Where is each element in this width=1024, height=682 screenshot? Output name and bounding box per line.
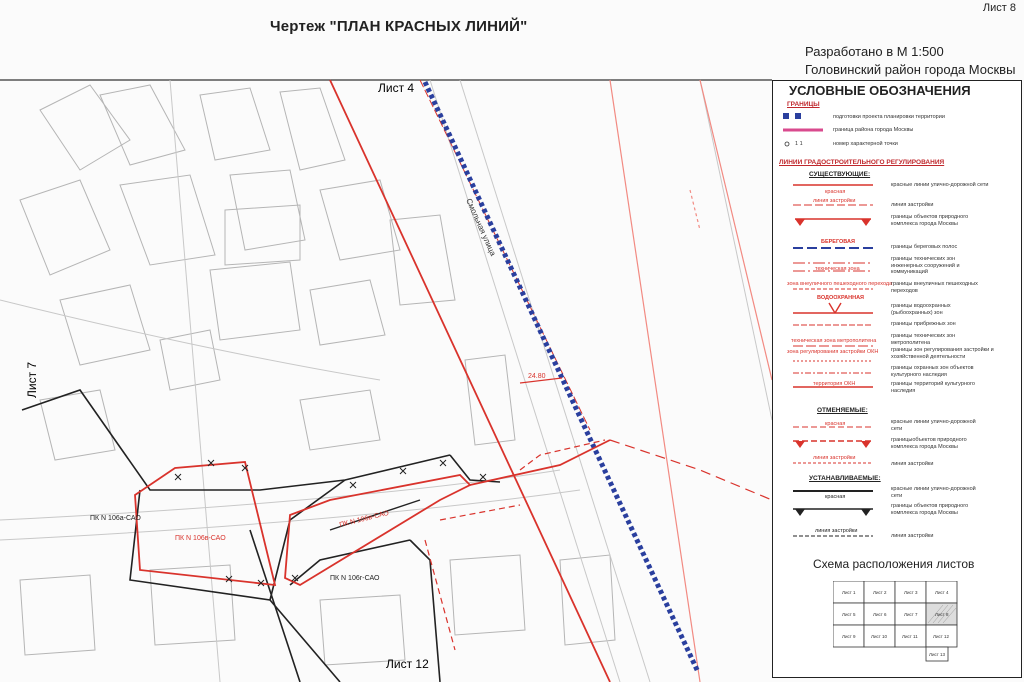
legend-boundaries-header: ГРАНИЦЫ (787, 101, 820, 108)
roads-layer (0, 80, 772, 682)
pk-106g-label: ПК N 106г-САО (330, 575, 380, 582)
faint-red-lines (610, 80, 772, 682)
scheme-cell-11: Лист 11 (902, 634, 918, 639)
legend-existing-1: красные линии улично-дорожной сети (891, 182, 989, 188)
legend-existing-4: границы береговых полос (891, 244, 958, 250)
scheme-cell-5: Лист 5 (842, 612, 856, 617)
width-label: 24.80 (528, 373, 546, 380)
pk-106a-red-label: ПК N 106в-САО (175, 535, 226, 542)
legend-cancelled-3: линия застройки (891, 461, 934, 467)
legend-boundary-point: номер характерной точки (833, 141, 898, 147)
legend-existing-7: границы водоохранных (рыбоохранных) зон (891, 303, 951, 316)
legend-regulation-header: ЛИНИИ ГРАДОСТРОИТЕЛЬНОГО РЕГУЛИРОВАНИЯ (779, 159, 945, 166)
legend-existing-build-sample: линия застройки (813, 198, 856, 204)
legend-existing-2: линия застройки (891, 202, 934, 208)
legend-panel (772, 80, 1022, 678)
legend-boundary-district: граница района города Москвы (833, 127, 914, 133)
scale-note: Разработано в М 1:500 (805, 44, 944, 59)
legend-established-build-sample: линия застройки (815, 528, 858, 534)
page-title: Чертеж "ПЛАН КРАСНЫХ ЛИНИЙ" (270, 18, 528, 35)
legend-title: УСЛОВНЫЕ ОБОЗНАЧЕНИЯ (789, 83, 971, 98)
street-label: Смольная улица (464, 197, 498, 258)
scheme-cell-1: Лист 1 (842, 590, 856, 595)
legend-reg-sample: зона регулирования застройки ОКН (787, 349, 879, 355)
legend-existing-5: границы технических зон инженерных сооружений и коммуникаций (891, 256, 960, 275)
legend-existing-3: границы объектов природного комплекса города Москвы (891, 214, 969, 227)
legend-cancelled-2: границыобъектов природного комплекса города Москвы (891, 437, 967, 450)
scheme-cell-9: Лист 9 (842, 634, 856, 639)
sheet-west-label[interactable]: Лист 7 (25, 361, 39, 398)
sheet-number: Лист 8 (982, 2, 1016, 14)
district-note: Головинский район города Москвы (805, 62, 1016, 77)
buildings-layer (20, 85, 615, 665)
legend-existing-11: границы охранных зон объектов культурного наследия (891, 365, 974, 378)
legend-existing-6: границы внеуличных пешеходных переходов (891, 281, 978, 294)
legend-established-3: линия застройки (891, 533, 934, 539)
legend-cancelled-red-sample: красная (825, 421, 846, 427)
scheme-cell-13: Лист 13 (929, 652, 946, 657)
sheet-scheme[interactable] (833, 581, 963, 663)
legend-established-1: красные линии улично-дорожной сети (891, 486, 976, 499)
scheme-cell-2: Лист 2 (873, 590, 887, 595)
legend-okn-sample: территория ОКН (813, 381, 856, 387)
scheme-cell-12: Лист 12 (933, 634, 950, 639)
scheme-cell-6: Лист 6 (873, 612, 887, 617)
legend-shore-sample: БЕРЕГОВАЯ (821, 239, 855, 245)
legend-cancelled-1: красные линии улично-дорожной сети (891, 419, 976, 432)
legend-existing-12: границы территорий культурного наследия (891, 381, 975, 394)
scheme-cell-10: Лист 10 (871, 634, 888, 639)
legend-metro-sample: техническая зона метрополитена (791, 338, 877, 344)
scheme-cell-3: Лист 3 (904, 590, 918, 595)
scheme-cell-8: Лист 8 (935, 612, 949, 617)
legend-existing-red-sample: красная (825, 189, 846, 195)
scheme-cell-7: Лист 7 (904, 612, 918, 617)
legend-existing-10: границы зон регулирования застройки и хозяйственной деятельности (891, 347, 994, 360)
legend-cancelled-build-sample: линия застройки (813, 455, 856, 461)
black-boundary (22, 390, 500, 682)
pk-106a-label: ПК N 106а-САО (90, 515, 141, 522)
pk-106v-label: ПК N 106в-САО (338, 509, 390, 529)
legend-ped-sample: зона внеуличного пешеходного перехода (787, 281, 893, 287)
legend-established-header: УСТАНАВЛИВАЕМЫЕ: (809, 475, 881, 482)
legend-established-red-sample: красная (825, 494, 846, 500)
legend-existing-9: границы технических зон метрополитена (891, 333, 956, 346)
legend-water-sample: ВОДООХРАННАЯ (817, 295, 864, 301)
scheme-title: Схема расположения листов (813, 557, 975, 571)
legend-point-sample: 1 1 (795, 141, 803, 147)
legend-existing-header: СУЩЕСТВУЮЩИЕ: (809, 171, 871, 178)
legend-cancelled-header: ОТМЕНЯЕМЫЕ: (817, 407, 868, 414)
sheet-south-label[interactable]: Лист 12 (386, 657, 429, 671)
legend-existing-8: границы прибрежных зон (891, 321, 956, 327)
legend-boundary-project: подготовки проекта планировки территории (833, 114, 945, 120)
scheme-cell-4: Лист 4 (935, 590, 949, 595)
sheet-north-label[interactable]: Лист 4 (378, 81, 415, 95)
legend-tech-sample: техническая зона (815, 266, 860, 272)
legend-established-2: границы объектов природного комплекса города Москвы (891, 503, 969, 516)
red-line-street (330, 80, 610, 682)
